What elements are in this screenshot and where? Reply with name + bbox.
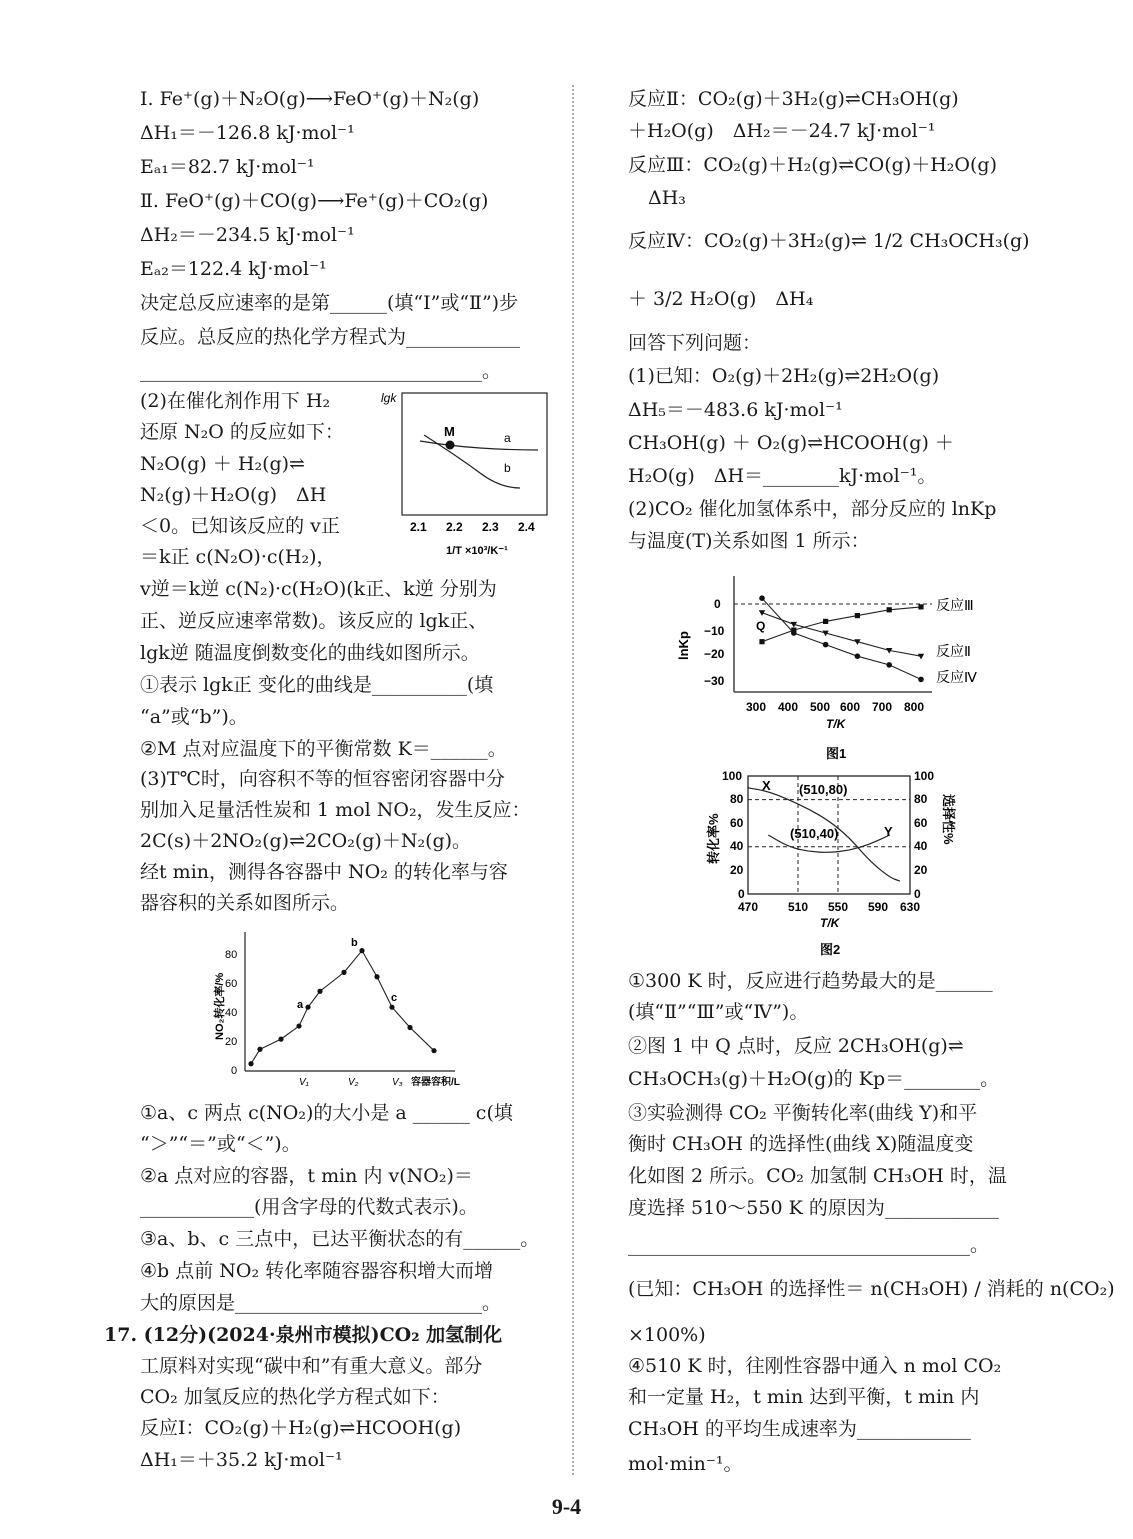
q-label: Q: [756, 619, 766, 633]
y-tick: 20: [225, 1036, 238, 1048]
lgk-plot-frame: [402, 393, 547, 515]
enthalpy-line: ΔH₃: [648, 187, 686, 209]
question-text: ＝k正 c(N₂O)·c(H₂)，: [140, 546, 336, 568]
y-tick: 0: [738, 887, 745, 901]
question-text: ____________(用含字母的代数式表示)。: [140, 1196, 478, 1218]
data-point: [374, 974, 379, 979]
question-text: ①300 K 时，反应进行趋势最大的是______: [628, 970, 993, 992]
curve-a: [420, 441, 538, 450]
x-tick: 600: [840, 700, 861, 714]
y-tick: 100: [914, 769, 935, 783]
curve-a-label: a: [504, 431, 511, 445]
point-m-label: M: [444, 424, 455, 439]
question-text: (2)在催化剂作用下 H₂: [140, 390, 331, 412]
question-text: 器容积的关系如图所示。: [140, 892, 350, 914]
question-text: CH₃OCH₃(g)＋H₂O(g)的 Kp＝________。: [628, 1068, 1000, 1090]
question-text: 还原 N₂O 的反应如下：: [140, 421, 344, 443]
answer-blank-line: ____________________________________。: [628, 1234, 990, 1256]
data-point: [855, 613, 860, 618]
data-point: [791, 630, 797, 636]
x-tick: 500: [810, 700, 831, 714]
conversion-points: [248, 948, 436, 1066]
enthalpy-line: ΔH₅＝－483.6 kJ·mol⁻¹: [628, 399, 843, 421]
lgk-figure: [380, 388, 560, 568]
data-point: [317, 989, 322, 994]
reaction-line: 反应Ⅰ：CO₂(g)＋H₂(g)⇌HCOOH(g): [140, 1417, 462, 1439]
question-text: ③实验测得 CO₂ 平衡转化率(曲线 Y)和平: [628, 1102, 978, 1124]
question-text: ④510 K 时，往刚性容器中通入 n mol CO₂: [628, 1355, 1002, 1377]
y-tick: 40: [225, 1007, 238, 1019]
x-tick: 700: [872, 700, 893, 714]
legend-reaction-4: 反应Ⅳ: [936, 669, 977, 685]
y-tick: −30: [704, 674, 725, 688]
y-tick: 80: [730, 792, 744, 806]
question-text: (3)T℃时，向容积不等的恒容密闭容器中分: [140, 768, 505, 790]
legend-reaction-2: 反应Ⅱ: [936, 643, 971, 659]
question-text: 经t min，测得各容器中 NO₂ 的转化率与容: [140, 861, 508, 883]
y-tick: 80: [225, 949, 238, 961]
x-axis-label: 1/T ×10³/K⁻¹: [446, 545, 508, 557]
y-tick: 40: [914, 839, 928, 853]
y-tick: 60: [730, 816, 744, 830]
x-ticks: [746, 700, 924, 714]
no2-conversion-figure: [205, 928, 485, 1093]
y-tick: 60: [914, 816, 928, 830]
data-point: [759, 595, 765, 601]
data-point: [918, 677, 924, 683]
data-point: [431, 1048, 436, 1053]
question-text: mol·min⁻¹。: [628, 1453, 743, 1475]
question-text: 化如图 2 所示。CO₂ 加氢制 CH₃OH 时，温: [628, 1165, 1007, 1187]
x-tick: 2.3: [482, 520, 499, 534]
enthalpy-line: ΔH₁＝＋35.2 kJ·mol⁻¹: [140, 1449, 343, 1471]
question-text: ②M 点对应温度下的平衡常数 K＝______。: [140, 738, 507, 760]
activation-energy-2: Eₐ₂＝122.4 kJ·mol⁻¹: [140, 258, 327, 280]
y-tick: −10: [704, 624, 725, 638]
question-text: 度选择 510～550 K 的原因为____________: [628, 1197, 999, 1219]
question-text: 衡时 CH₃OH 的选择性(曲线 X)随温度变: [628, 1133, 974, 1155]
data-point: [248, 1061, 253, 1066]
reaction-line: 2C(s)＋2NO₂(g)⇌2CO₂(g)＋N₂(g)。: [140, 830, 472, 852]
question-text: “＞”“＝”或“＜”)。: [140, 1133, 301, 1155]
y-tick: 0: [914, 887, 921, 901]
question-text: 决定总反应速率的是第______(填“Ⅰ”或“Ⅱ”)步: [140, 292, 519, 314]
y-tick: 0: [714, 597, 721, 611]
y-tick: 20: [730, 863, 744, 877]
x-tick: 2.4: [518, 520, 535, 534]
data-point: [759, 639, 764, 644]
question-text: 反应。总反应的热化学方程式为____________: [140, 326, 521, 348]
x-tick: 300: [746, 700, 767, 714]
x-tick: 2.2: [446, 520, 463, 534]
y-ticks: [704, 597, 725, 688]
x-tick: 630: [899, 900, 921, 914]
x-tick: 550: [827, 900, 849, 914]
figure-1: [670, 570, 1010, 765]
question-text: (2)CO₂ 催化加氢体系中，部分反应的 lnKp: [628, 498, 997, 520]
question-text: CH₃OH 的平均生成速率为____________: [628, 1418, 971, 1440]
question-text: CO₂ 加氢反应的热化学方程式如下：: [140, 1386, 450, 1408]
question-text: (1)已知：O₂(g)＋2H₂(g)⇌2H₂O(g): [628, 365, 940, 387]
question-text: lgk逆 随温度倒数变化的曲线如图所示。: [140, 642, 480, 664]
page-number: 9-4: [551, 1494, 582, 1519]
reaction-line: N₂(g)＋H₂O(g) ΔH: [140, 484, 327, 506]
fig1-series: [759, 595, 924, 682]
x-tick: 510: [787, 900, 809, 914]
question-text: v逆＝k逆 c(N₂)·c(H₂O)(k正、k逆 分别为: [140, 578, 497, 600]
y-ticks: [225, 949, 237, 1077]
data-point: [278, 1037, 283, 1042]
x-ticks: [738, 900, 920, 914]
fig2-caption: 图2: [820, 942, 841, 957]
no2-xlabel: 容器容积/L: [411, 1077, 460, 1088]
question-17-header: 17. (12分)(2024·泉州市模拟)CO₂ 加氢制化: [104, 1324, 503, 1346]
point-upper-label: (510,80): [799, 782, 848, 797]
x-tick: 2.1: [410, 520, 427, 534]
y-tick: 80: [914, 792, 928, 806]
figure-2: [700, 768, 960, 963]
question-text: ②a 点对应的容器，t min 内 v(NO₂)＝: [140, 1165, 473, 1187]
y-tick: −20: [704, 647, 725, 661]
enthalpy-line-1: ΔH₁＝－126.8 kJ·mol⁻¹: [140, 122, 355, 144]
x-ticks: [299, 1077, 403, 1088]
question-text: ×100%): [628, 1324, 706, 1346]
question-text: ①表示 lgk正 变化的曲线是__________(填: [140, 674, 494, 696]
curve-b-label: b: [504, 461, 511, 475]
y-tick: 40: [730, 839, 744, 853]
reaction-line: N₂O(g) ＋ H₂(g)⇌: [140, 453, 305, 475]
fig1-xlabel: T/K: [826, 717, 846, 731]
data-point: [389, 1005, 394, 1010]
label-c: c: [391, 992, 398, 1004]
data-point: [918, 604, 923, 609]
activation-energy-1: Eₐ₁＝82.7 kJ·mol⁻¹: [140, 156, 315, 178]
question-text: H₂O(g) ΔH＝________kJ·mol⁻¹。: [628, 465, 937, 487]
question-text: 正、逆反应速率常数)。该反应的 lgk正、: [140, 610, 488, 632]
y-ticks-right: [914, 769, 934, 901]
question-text: (已知：CH₃OH 的选择性＝ n(CH₃OH) / 消耗的 n(CO₂): [628, 1278, 1115, 1300]
data-point: [855, 653, 861, 659]
data-point: [886, 662, 892, 668]
data-point: [887, 607, 892, 612]
question-text: (填“Ⅱ”“Ⅲ”或“Ⅳ”)。: [628, 1001, 809, 1023]
data-point: [359, 948, 364, 953]
data-point: [823, 619, 828, 624]
legend-reaction-3: 反应Ⅲ: [936, 597, 974, 613]
data-point: [918, 654, 924, 660]
question-text: 工原料对实现“碳中和”有重大意义。部分: [140, 1355, 483, 1377]
question-text: 与温度(T)关系如图 1 所示：: [628, 530, 870, 552]
question-text: 大的原因是__________________________。: [140, 1292, 502, 1314]
question-text: 别加入足量活性炭和 1 mol NO₂，发生反应：: [140, 799, 531, 821]
data-point: [341, 970, 346, 975]
reaction-line: 反应Ⅳ：CO₂(g)＋3H₂(g)⇌ 1/2 CH₃OCH₃(g): [628, 230, 1030, 252]
question-text: ④b 点前 NO₂ 转化率随容器容积增大而增: [140, 1260, 494, 1282]
fig2-ylabel-left: 转化率%: [706, 813, 721, 864]
x-tick: 590: [867, 900, 889, 914]
label-a: a: [297, 999, 304, 1011]
question-text: ②图 1 中 Q 点时，反应 2CH₃OH(g)⇌: [628, 1035, 964, 1057]
curve-y-label: Y: [884, 824, 893, 839]
question-text: ③a、b、c 三点中，已达平衡状态的有______。: [140, 1228, 540, 1250]
column-divider: [572, 85, 574, 1475]
y-tick: 60: [225, 978, 238, 990]
x-tick: 400: [778, 700, 799, 714]
enthalpy-line-2: ΔH₂＝－234.5 kJ·mol⁻¹: [140, 224, 355, 246]
question-text: ①a、c 两点 c(NO₂)的大小是 a ______ c(填: [140, 1102, 513, 1124]
data-point: [407, 1025, 412, 1030]
y-ticks-left: [722, 769, 745, 901]
question-text: 回答下列问题：: [628, 332, 762, 354]
point-m: [446, 441, 455, 450]
data-point: [823, 642, 829, 648]
y-tick: 100: [722, 769, 743, 783]
data-point: [257, 1047, 262, 1052]
label-b: b: [351, 937, 358, 949]
conversion-line: [251, 951, 434, 1064]
x-tick: 470: [737, 900, 759, 914]
x-tick-v3: V₃: [392, 1077, 403, 1088]
x-tick: 800: [904, 700, 925, 714]
question-text: 和一定量 H₂，t min 达到平衡，t min 内: [628, 1386, 980, 1408]
reaction-line: 反应Ⅲ：CO₂(g)＋H₂(g)⇌CO(g)＋H₂O(g): [628, 154, 997, 176]
series-line: [762, 613, 921, 657]
answer-blank-line: ____________________________________。: [140, 360, 502, 382]
question-text: CH₃OH(g) ＋ O₂(g)⇌HCOOH(g) ＋: [628, 432, 954, 454]
series-line: [762, 598, 921, 679]
point-lower-label: (510,40): [790, 826, 839, 841]
data-point: [305, 1005, 310, 1010]
no2-ylabel: NO₂转化率/%: [214, 972, 226, 1040]
fig2-ylabel-right: 选择性%: [941, 794, 956, 845]
fig1-ylabel: lnKp: [676, 631, 691, 660]
reaction-line: 反应Ⅱ：CO₂(g)＋3H₂(g)⇌CH₃OH(g): [628, 88, 959, 110]
reaction-line-2: Ⅱ. FeO⁺(g)＋CO(g)⟶Fe⁺(g)＋CO₂(g): [140, 190, 489, 212]
y-tick: 20: [914, 863, 928, 877]
reaction-line: ＋ 3/2 H₂O(g) ΔH₄: [628, 288, 814, 310]
data-point: [296, 1023, 301, 1028]
fig1-caption: 图1: [826, 746, 847, 761]
x-tick-v2: V₂: [348, 1077, 359, 1088]
y-tick: 0: [231, 1065, 238, 1077]
x-tick-v1: V₁: [299, 1077, 309, 1088]
lgk-ylabel: lgk: [381, 391, 397, 405]
reaction-line-1: Ⅰ. Fe⁺(g)＋N₂O(g)⟶FeO⁺(g)＋N₂(g): [140, 88, 480, 110]
fig2-xlabel: T/K: [820, 916, 840, 930]
reaction-line: ＋H₂O(g) ΔH₂＝－24.7 kJ·mol⁻¹: [628, 120, 936, 142]
question-text: ＜0。已知该反应的 v正: [140, 515, 340, 537]
question-text: “a”或“b”)。: [140, 706, 248, 728]
curve-x-label: X: [762, 778, 771, 793]
